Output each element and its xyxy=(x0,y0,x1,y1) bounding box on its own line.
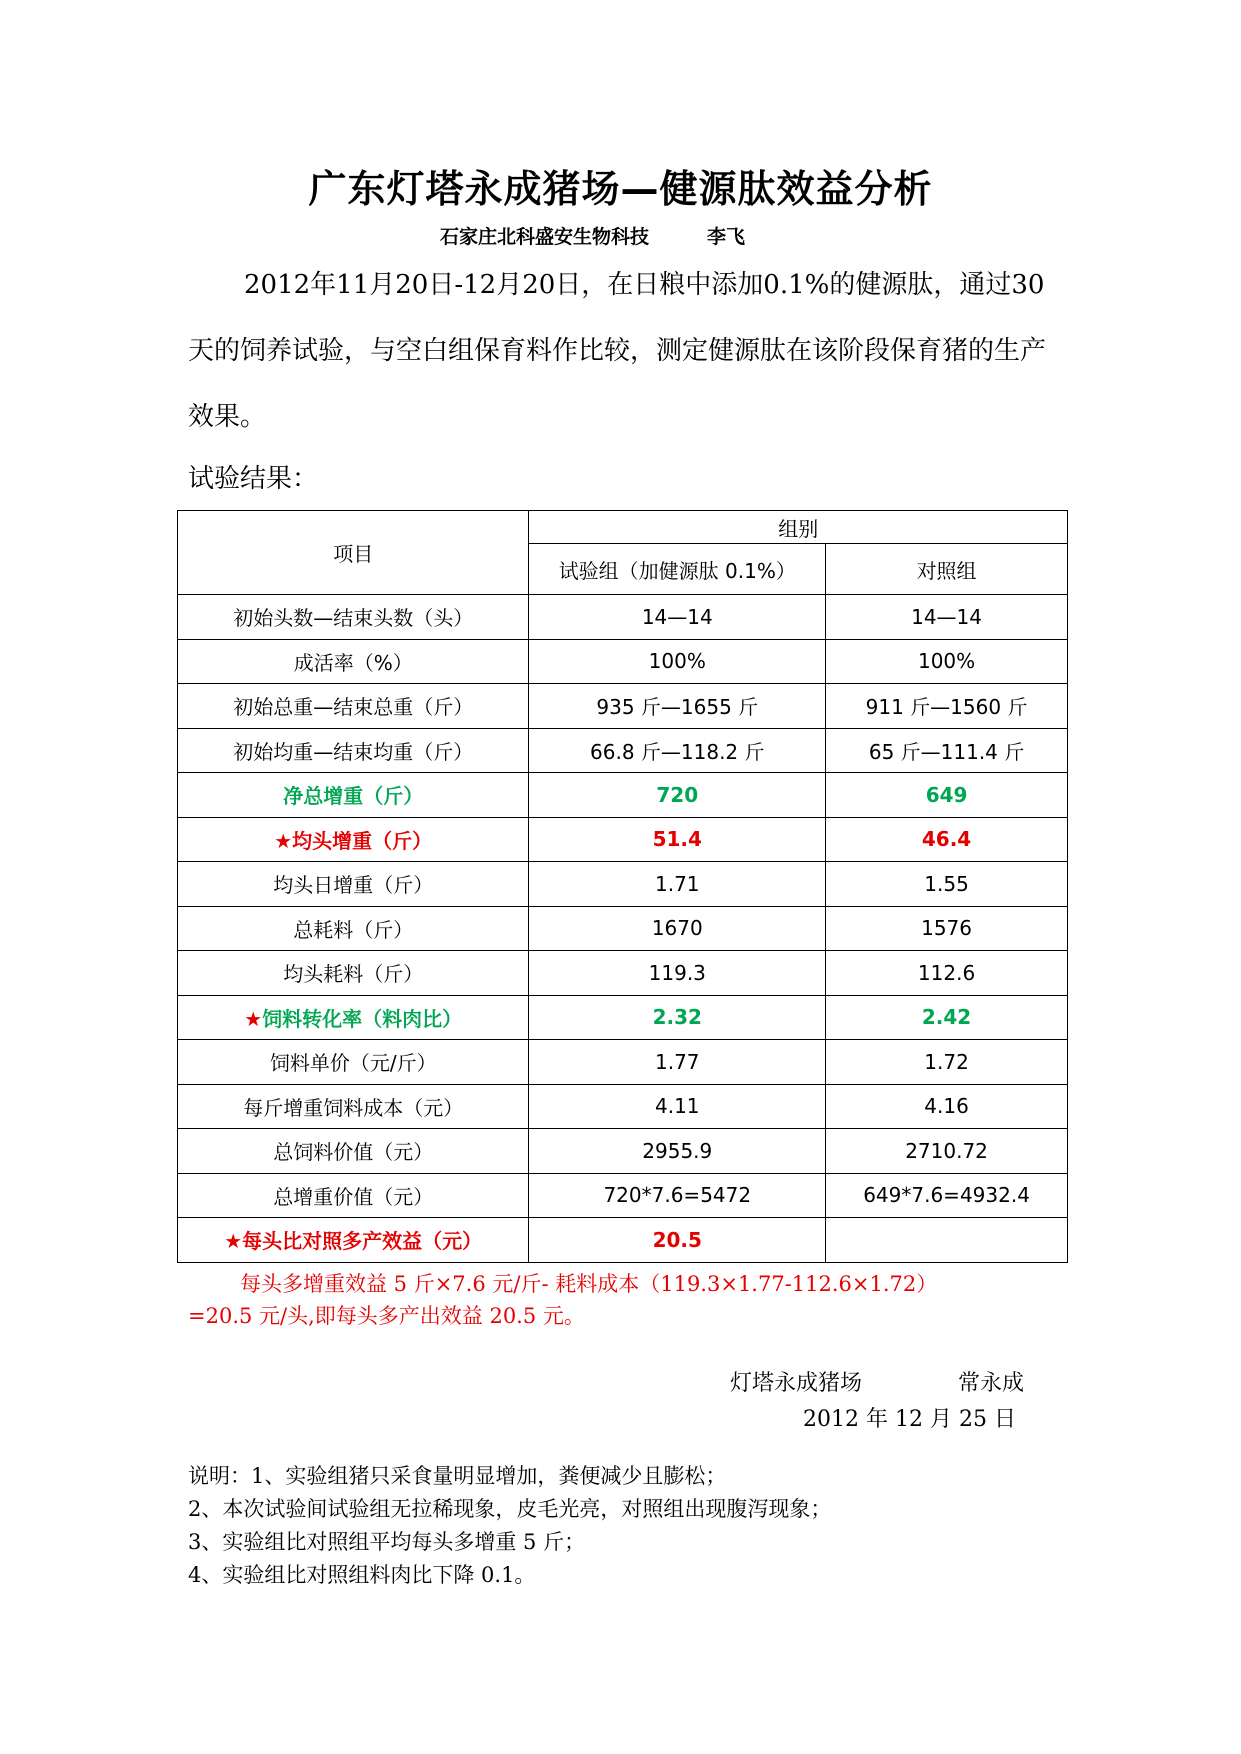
subtitle xyxy=(440,222,745,249)
row-control-value: 649 xyxy=(826,773,1068,818)
note-item: 说明：1、实验组猪只采食量明显增加，粪便减少且膨松； xyxy=(188,1464,727,1488)
row-control-value: 1.72 xyxy=(826,1040,1068,1085)
row-label: 净总增重（斤） xyxy=(178,773,529,818)
row-control-value: 649*7.6=4932.4 xyxy=(826,1173,1068,1218)
row-trial-value: 1670 xyxy=(529,906,826,951)
note-item: 3、实验组比对照组平均每头多增重 5 斤； xyxy=(188,1530,586,1554)
row-label: 成活率（%） xyxy=(178,639,529,684)
row-label: 均头耗料（斤） xyxy=(178,951,529,996)
row-trial-value: 100% xyxy=(529,639,826,684)
table-row xyxy=(178,1173,1068,1218)
table-row xyxy=(178,862,1068,907)
row-label: 初始总重—结束总重（斤） xyxy=(178,684,529,729)
row-control-value: 100% xyxy=(826,639,1068,684)
calc-line-1: 每头多增重效益 5 斤×7.6 元/斤- 耗料成本（119.3×1.77-112.6×1.72） xyxy=(240,1272,938,1296)
table-row xyxy=(178,1040,1068,1085)
signature-line xyxy=(730,1366,1024,1397)
row-control-value: 14—14 xyxy=(826,595,1068,640)
note-item: 4、实验组比对照组料肉比下降 0.1。 xyxy=(188,1563,536,1587)
subtitle-org: 石家庄北科盛安生物科技 xyxy=(440,226,650,248)
calc-line-2: =20.5 元/头,即每头多产出效益 20.5 元。 xyxy=(188,1304,585,1328)
row-trial-value: 720*7.6=5472 xyxy=(529,1173,826,1218)
notes xyxy=(188,1460,831,1592)
table-row xyxy=(178,1129,1068,1174)
row-control-value: 2710.72 xyxy=(826,1129,1068,1174)
row-control-value: 1.55 xyxy=(826,862,1068,907)
table-row xyxy=(178,639,1068,684)
row-trial-value: 720 xyxy=(529,773,826,818)
table-row xyxy=(178,951,1068,996)
row-label: 初始均重—结束均重（斤） xyxy=(178,728,529,773)
row-label: 均头增重（斤） xyxy=(292,828,433,853)
star-icon: ★ xyxy=(274,828,293,853)
row-label: 每斤增重饲料成本（元） xyxy=(178,1084,529,1129)
sign-date: 2012 年 12 月 25 日 xyxy=(803,1407,1016,1432)
row-label: 饲料单价（元/斤） xyxy=(178,1040,529,1085)
row-label: 初始头数—结束头数（头） xyxy=(178,595,529,640)
row-control-value: 4.16 xyxy=(826,1084,1068,1129)
row-label: 总饲料价值（元） xyxy=(178,1129,529,1174)
row-trial-value: 1.77 xyxy=(529,1040,826,1085)
row-trial-value: 51.4 xyxy=(529,817,826,862)
row-control-value: 2.42 xyxy=(826,995,1068,1040)
table-row-highlight-red xyxy=(178,817,1068,862)
row-label: 饲料转化率（料肉比） xyxy=(262,1006,463,1031)
table-row xyxy=(178,1084,1068,1129)
row-control-value: 112.6 xyxy=(826,951,1068,996)
star-icon: ★ xyxy=(224,1229,243,1254)
table-row xyxy=(178,728,1068,773)
header-item: 项目 xyxy=(178,511,529,595)
row-trial-value: 20.5 xyxy=(529,1218,826,1263)
subtitle-author: 李飞 xyxy=(707,226,746,248)
note-item: 2、本次试验间试验组无拉稀现象，皮毛光亮，对照组出现腹泻现象； xyxy=(188,1497,832,1521)
row-label: 每头比对照多产效益（元） xyxy=(242,1229,483,1254)
header-control: 对照组 xyxy=(826,544,1068,595)
table-row xyxy=(178,595,1068,640)
header-trial: 试验组（加健源肽 0.1%） xyxy=(529,544,826,595)
table-row xyxy=(178,906,1068,951)
row-trial-value: 66.8 斤—118.2 斤 xyxy=(529,728,826,773)
page-title: 广东灯塔永成猪场—健源肽效益分析 xyxy=(308,167,933,211)
row-control-value xyxy=(826,1218,1068,1263)
star-icon: ★ xyxy=(244,1006,263,1031)
row-trial-value: 2955.9 xyxy=(529,1129,826,1174)
intro-paragraph xyxy=(188,252,1068,450)
sign-farm: 灯塔永成猪场 xyxy=(730,1371,863,1396)
row-trial-value: 14—14 xyxy=(529,595,826,640)
table-row xyxy=(178,684,1068,729)
results-label: 试验结果： xyxy=(188,464,319,494)
row-trial-value: 4.11 xyxy=(529,1084,826,1129)
row-control-value: 46.4 xyxy=(826,817,1068,862)
row-trial-value: 2.32 xyxy=(529,995,826,1040)
row-label-cell xyxy=(178,817,529,862)
row-label: 总增重价值（元） xyxy=(178,1173,529,1218)
table-header-row xyxy=(178,511,1068,544)
row-trial-value: 1.71 xyxy=(529,862,826,907)
table-row-highlight-red xyxy=(178,1218,1068,1263)
table-row-highlight-green xyxy=(178,773,1068,818)
results-table xyxy=(177,510,1068,1263)
benefit-calculation xyxy=(188,1268,1068,1332)
row-label-cell xyxy=(178,995,529,1040)
row-control-value: 1576 xyxy=(826,906,1068,951)
row-label: 总耗料（斤） xyxy=(178,906,529,951)
intro-text: 2012年11月20日-12月20日，在日粮中添加0.1%的健源肽，通过30天的饲养试验，与空白组保育料作比较，测定健源肽在该阶段保育猪的生产效果。 xyxy=(188,270,1047,432)
table-row-highlight-green xyxy=(178,995,1068,1040)
row-control-value: 911 斤—1560 斤 xyxy=(826,684,1068,729)
row-label: 均头日增重（斤） xyxy=(178,862,529,907)
row-control-value: 65 斤—111.4 斤 xyxy=(826,728,1068,773)
row-label-cell xyxy=(178,1218,529,1263)
sign-person: 常永成 xyxy=(958,1371,1025,1396)
row-trial-value: 119.3 xyxy=(529,951,826,996)
header-group: 组别 xyxy=(529,511,1068,544)
row-trial-value: 935 斤—1655 斤 xyxy=(529,684,826,729)
